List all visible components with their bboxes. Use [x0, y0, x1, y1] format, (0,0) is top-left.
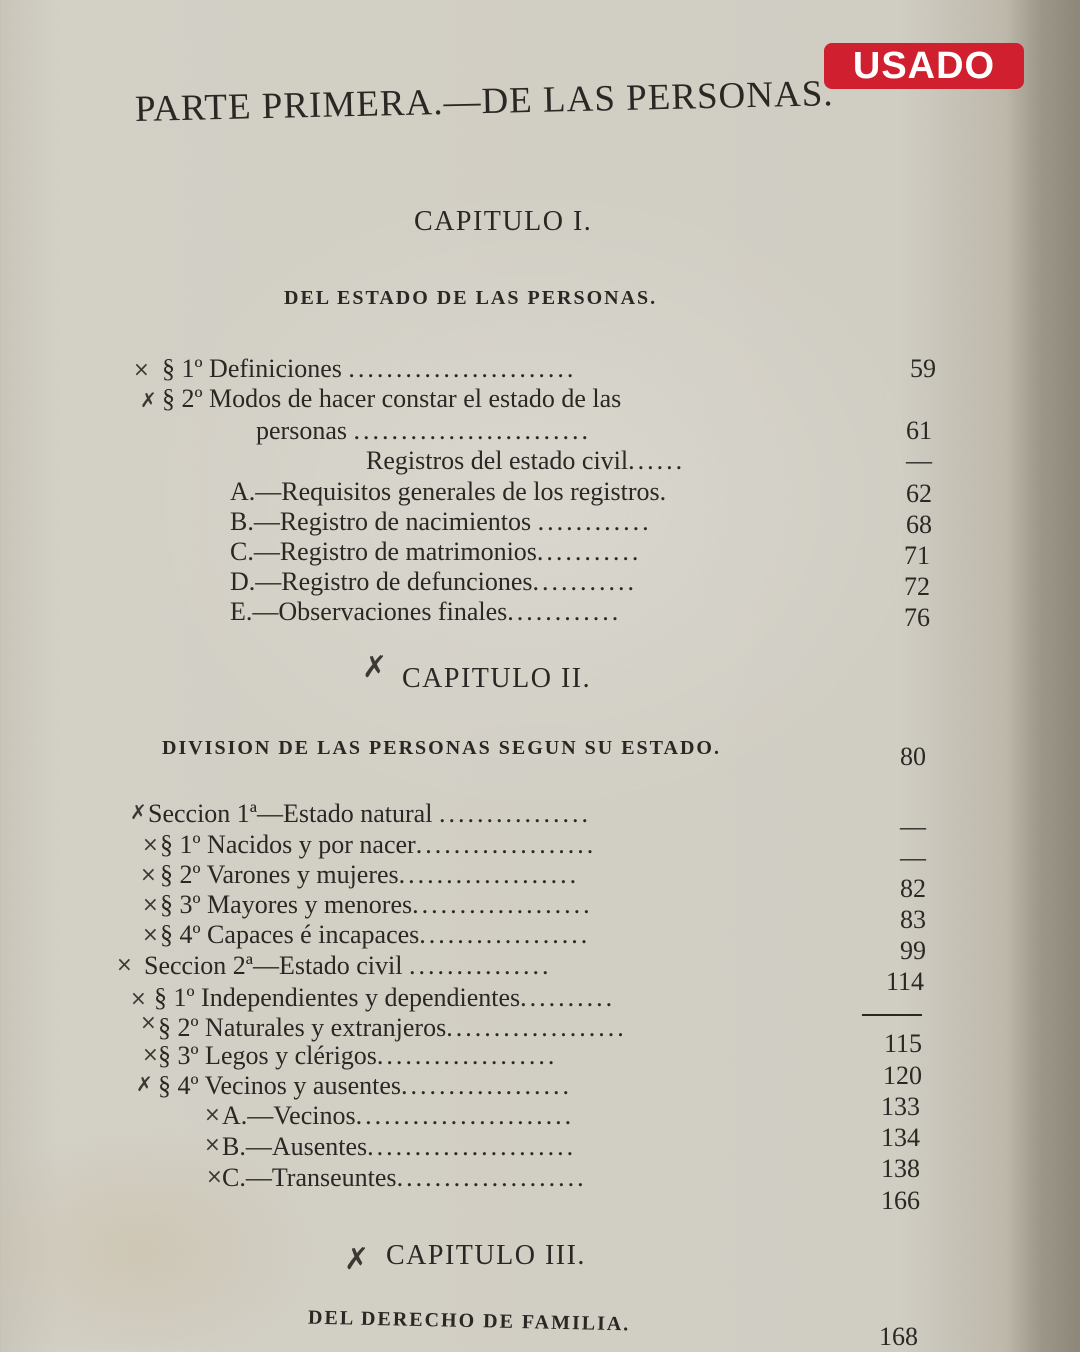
toc-entry[interactable] — [222, 1163, 587, 1193]
entry-text: § 2º Naturales y extranjeros — [158, 1013, 447, 1042]
page-number: 59 — [910, 354, 936, 383]
page-number: 80 — [900, 742, 926, 771]
entry-text: § 2º Modos de hacer constar el estado de las — [162, 384, 622, 413]
entry-text: A.—Requisitos generales de los registros — [230, 477, 660, 506]
chapter-3-subtitle: DEL DERECHO DE FAMILIA. — [307, 1306, 631, 1336]
dot-leader: ................... — [415, 830, 597, 859]
chapter-2-subtitle: DIVISION DE LAS PERSONAS SEGUN SU ESTADO. — [162, 737, 721, 759]
dot-leader: ............... — [408, 951, 552, 980]
entry-text: B.—Ausentes — [222, 1132, 368, 1161]
dot-leader: ........................ — [348, 354, 577, 383]
page-number: 138 — [881, 1154, 920, 1183]
x-mark-icon: × — [140, 862, 157, 886]
entry-text: E.—Observaciones finales — [230, 597, 508, 626]
page-number: 83 — [900, 905, 926, 934]
entry-text: § 4º Vecinos y ausentes — [158, 1071, 401, 1100]
entry-text: Seccion 1ª—Estado natural — [148, 799, 433, 828]
toc-entry[interactable] — [160, 830, 596, 860]
chapter-1-title: CAPITULO I. — [414, 206, 593, 237]
x-mark-icon: ✗ — [140, 388, 157, 412]
x-mark-icon: × — [116, 952, 133, 976]
page-number: 134 — [881, 1123, 920, 1152]
toc-entry[interactable] — [148, 799, 591, 829]
page-number: — — [900, 843, 926, 872]
x-mark-icon: × — [142, 1042, 159, 1066]
dot-leader: ............ — [507, 597, 622, 626]
dot-leader: .......... — [520, 983, 616, 1012]
toc-entry[interactable] — [222, 1101, 574, 1131]
dot-leader: ........... — [532, 567, 638, 596]
page-number: — — [900, 812, 926, 841]
entry-text: B.—Registro de nacimientos — [230, 507, 532, 536]
toc-entry[interactable] — [144, 951, 551, 981]
dot-leader: ....................... — [355, 1101, 575, 1130]
toc-entry[interactable] — [160, 860, 579, 890]
entry-text: A.—Vecinos — [222, 1101, 356, 1130]
toc-entry[interactable] — [222, 1132, 576, 1162]
x-mark-icon: ✗ — [130, 800, 147, 824]
x-mark-icon: × — [142, 832, 159, 856]
x-mark-icon: × — [142, 922, 159, 946]
toc-entry[interactable] — [154, 983, 615, 1013]
page-number: 68 — [906, 510, 932, 539]
toc-entry[interactable] — [230, 537, 641, 567]
page-number: 61 — [906, 416, 932, 445]
dot-leader: ......................... — [353, 416, 591, 445]
x-mark-icon: × — [140, 1010, 157, 1034]
toc-entry[interactable] — [230, 597, 621, 627]
part-title: PARTE PRIMERA.—DE LAS PERSONAS. — [134, 73, 834, 130]
toc-entry[interactable] — [160, 920, 590, 950]
entry-text: § 1º Nacidos y por nacer — [160, 830, 416, 859]
x-mark-icon: × — [204, 1102, 221, 1126]
entry-text: personas — [256, 416, 347, 445]
toc-entry[interactable] — [230, 567, 637, 597]
x-mark-icon: ✗ — [362, 650, 388, 685]
toc-entry[interactable] — [162, 354, 576, 384]
toc-entry[interactable] — [160, 890, 593, 920]
toc-entry[interactable] — [230, 507, 652, 537]
page-number: 120 — [883, 1061, 922, 1090]
dot-leader: ...................... — [367, 1132, 577, 1161]
toc-entry[interactable] — [158, 1013, 627, 1043]
dot-leader: .................. — [419, 920, 591, 949]
x-mark-icon: ✗ — [136, 1072, 153, 1096]
entry-text: § 3º Mayores y menores — [160, 890, 413, 919]
dot-leader: ........... — [536, 537, 642, 566]
page-number: 166 — [881, 1186, 920, 1215]
x-mark-icon: × — [130, 986, 147, 1010]
page-number: 115 — [883, 1029, 922, 1058]
chapter-2-title: CAPITULO II. — [402, 663, 592, 694]
toc-entry[interactable] — [256, 416, 591, 446]
dot-leader: .................. — [401, 1071, 572, 1100]
chapter-3-title: CAPITULO III. — [386, 1240, 586, 1271]
dot-leader: ............ — [537, 507, 652, 536]
page-number: 71 — [904, 541, 930, 570]
page-number: 82 — [900, 874, 926, 903]
x-mark-icon: × — [133, 357, 150, 381]
entry-text: C.—Transeuntes — [222, 1163, 397, 1192]
entry-text: C.—Registro de matrimonios — [230, 537, 537, 566]
x-mark-icon: × — [204, 1132, 221, 1156]
entry-text: D.—Registro de defunciones — [230, 567, 533, 596]
page-number: 62 — [906, 479, 932, 508]
dot-leader: ................... — [398, 860, 580, 889]
dot-leader: . — [659, 477, 670, 506]
page-number: 133 — [881, 1092, 920, 1121]
page-number: 76 — [904, 603, 930, 632]
toc-entry[interactable] — [366, 446, 685, 476]
chapter-1-subtitle: DEL ESTADO DE LAS PERSONAS. — [284, 287, 658, 309]
page-number: 168 — [879, 1322, 918, 1351]
dot-leader: ...... — [628, 446, 686, 475]
page-number: 114 — [885, 967, 924, 996]
x-mark-icon: ✗ — [344, 1242, 370, 1277]
page-number: 99 — [900, 936, 926, 965]
toc-entry[interactable] — [158, 1071, 572, 1101]
dot-leader: .................... — [396, 1163, 587, 1192]
page-number — [862, 1014, 922, 1016]
toc-entry[interactable] — [158, 1041, 557, 1071]
entry-text: § 1º Definiciones — [162, 354, 342, 383]
dot-leader: ................... — [446, 1013, 627, 1042]
page-number: 72 — [904, 572, 930, 601]
dot-leader: ................ — [438, 799, 591, 828]
entry-text: § 1º Independientes y dependientes — [154, 983, 521, 1012]
entry-text: Registros del estado civil — [366, 446, 629, 475]
x-mark-icon: × — [206, 1164, 223, 1188]
dot-leader: ................... — [412, 890, 593, 919]
entry-text: § 4º Capaces é incapaces — [160, 920, 420, 949]
toc-entry[interactable] — [162, 384, 621, 414]
toc-entry[interactable] — [230, 477, 669, 507]
entry-text: § 3º Legos y clérigos — [158, 1041, 377, 1070]
dot-leader: ................... — [376, 1041, 558, 1070]
x-mark-icon: × — [142, 892, 159, 916]
entry-text: Seccion 2ª—Estado civil — [144, 951, 403, 980]
page-number: — — [906, 446, 932, 475]
used-badge: USADO — [824, 43, 1024, 89]
entry-text: § 2º Varones y mujeres — [160, 860, 399, 889]
